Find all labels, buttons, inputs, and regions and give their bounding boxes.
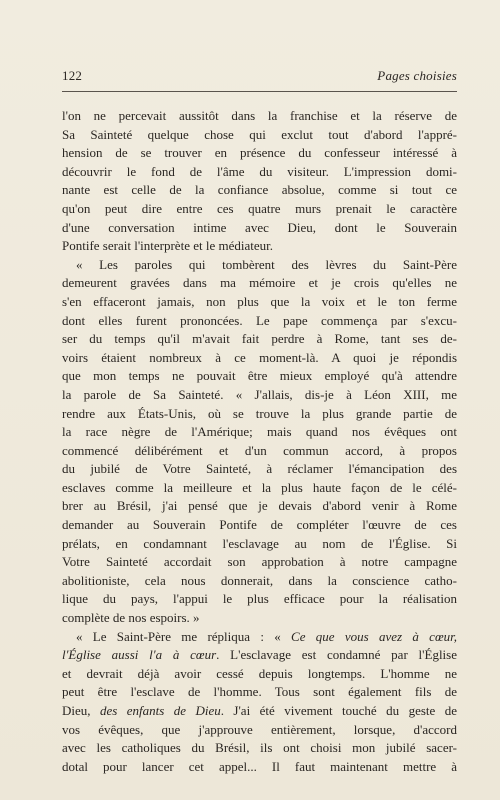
header-rule [62,91,457,92]
text-segment: prélats, en condamnant l'esclavage au nom de l'Église. Si [62,535,457,551]
text-segment: la race nègre de l'Amérique; mais quand nos évêques ont [62,424,457,440]
text-segment: demander au Souverain Pontife de compléter l'œuvre de ces [62,517,457,533]
text-line [62,497,457,516]
text-segment: dotal pour lancer cet appel... Il faut maintenant mettre à [62,758,457,774]
text-segment: « Les paroles qui tombèrent des lèvres du Saint-Père [76,256,457,272]
text-line [62,646,457,665]
text-line [62,107,457,126]
text-line [62,721,457,740]
text-segment: peut être l'esclave de l'homme. Tous sont également fils de [62,684,457,700]
text-line [62,442,457,461]
page-number: 122 [62,68,83,83]
italic-text-segment: Ce que vous avez à cœur, [291,628,457,644]
text-line [62,256,457,275]
text-segment: complète de nos espoirs. » [62,610,200,626]
text-segment: qu'on peut dire entre ces quatre murs prenait le caractère [62,200,457,216]
page-header [62,68,457,88]
text-segment: que mon temps ne pouvait être mieux employé qu'à attendre [62,368,457,384]
text-line [62,683,457,702]
text-line [62,293,457,312]
text-line [62,609,457,628]
text-segment: commencé délibérément et d'un commun accord, à propos [62,442,457,458]
italic-text-segment: des enfants de Dieu [99,703,221,718]
text-segment: l'on ne percevait aussitôt dans la franchise et la réserve de [62,108,457,123]
text-line [62,665,457,684]
text-line [62,535,457,554]
text-segment: dont elles furent prononcées. Le pape commença par s'excu- [62,312,457,328]
text-line [62,312,457,331]
text-segment: découvrir le fond de l'âme du visiteur. L'impression domi- [62,163,457,179]
text-segment: avec les catholiques du Brésil, ils ont choisi mon jubilé sacer- [62,740,457,756]
text-segment: Pontife serait l'interprète et le médiateur. [62,238,273,254]
text-segment: la parole de Sa Sainteté. « J'allais, dis-je à Léon XIII, me [62,386,457,402]
text-segment: demeurent gravées dans ma mémoire et je crois qu'elles ne [62,275,457,291]
text-line [62,572,457,591]
text-line [62,479,457,498]
text-line [62,181,457,200]
text-segment: . J'ai été vivement touché du geste de [220,703,457,718]
italic-text-segment: l'Église aussi l'a à cœur [62,647,217,663]
text-segment: lique du pays, l'appui le plus efficace pour la réalisation [62,591,457,607]
text-line [62,367,457,386]
text-segment: vos évêques, que j'approuve entièrement, lorsque, d'accord [62,721,457,737]
text-segment: du jubilé de Votre Sainteté, à réclamer l'émancipation des [62,461,457,477]
text-line [62,590,457,609]
text-line [62,144,457,163]
text-line [62,219,457,238]
text-segment: s'en effaceront jamais, non plus que la voix et le ton ferme [62,293,457,309]
text-line [62,702,457,721]
text-line [62,349,457,368]
text-segment: hension de se trouver en présence du confesseur intéressé à [62,145,457,161]
text-line [62,200,457,219]
text-segment: esclaves comme la meilleure et la plus haute façon de le célé- [62,479,457,495]
text-segment: nante est celle de la confiance absolue, comme si tout ce [62,182,457,198]
text-line [62,739,457,758]
text-line [62,423,457,442]
text-segment: Votre Sainteté accordait son approbation à notre campagne [62,554,457,570]
text-line [62,126,457,145]
text-line [62,330,457,349]
text-segment: et devrait déjà avoir cessé depuis longtemps. L'homme ne [62,665,457,681]
running-title: Pages choisies [377,68,457,83]
text-segment: « Le Saint-Père me répliqua : « [76,628,292,644]
text-line [62,758,457,777]
text-segment: . L'esclavage est condamné par l'Église [216,647,458,663]
text-line [62,628,457,647]
text-line [62,516,457,535]
text-line [62,405,457,424]
text-line [62,553,457,572]
text-segment: ser du temps qu'il m'avait fait perdre à Rome, tant ses de- [62,331,457,347]
text-segment: abolitioniste, cela nous donnerait, dans la conscience catho- [62,572,457,588]
text-segment: d'une conversation intime avec Dieu, dont le Souverain [62,219,457,235]
text-line [62,237,457,256]
body-text [62,107,457,776]
text-segment: rendre aux États-Unis, où se trouve la plus grande partie de [62,405,457,421]
text-segment: voirs étaient nombreux à ce moment-là. A quoi je répondis [62,349,457,365]
text-line [62,163,457,182]
text-line [62,460,457,479]
text-segment: Sa Sainteté quelque chose qui exclut tout d'abord l'appré- [62,126,457,142]
text-line [62,274,457,293]
text-segment: brer au Brésil, j'ai pensé que je devais d'abord venir à Rome [62,498,457,514]
text-segment: Dieu, [62,703,100,718]
text-line [62,386,457,405]
